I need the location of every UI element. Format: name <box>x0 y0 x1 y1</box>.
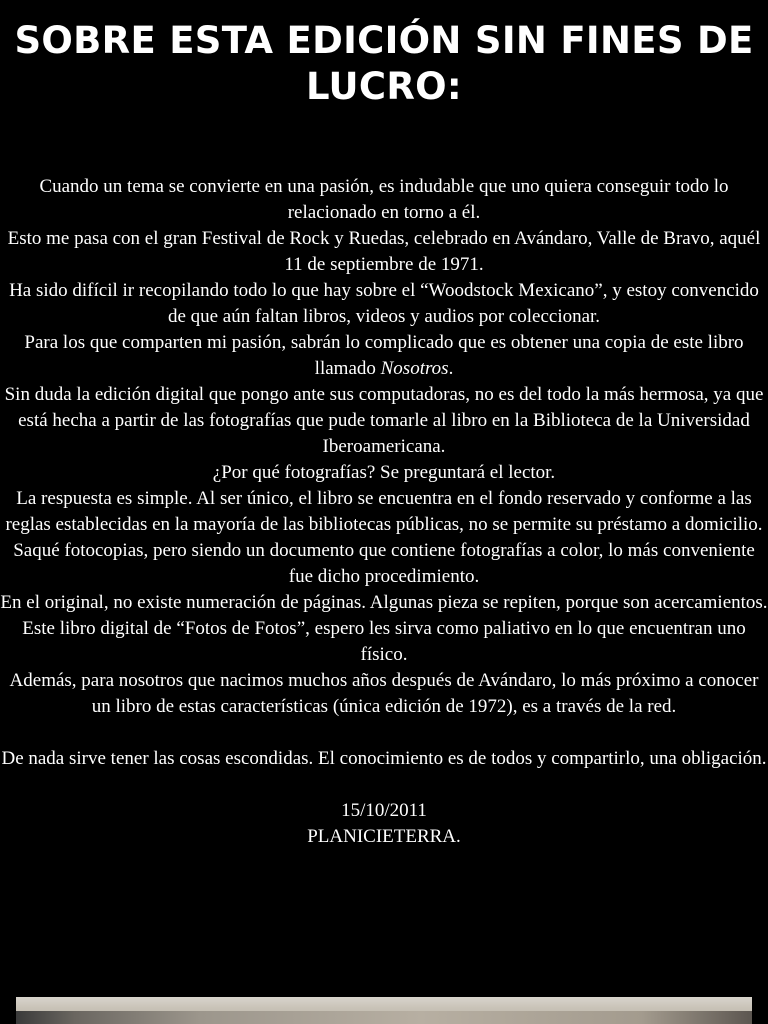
paragraph-4-end: . <box>448 358 454 379</box>
paragraph-1: Cuando un tema se convierte en una pasión, es indudable que uno quiera conseguir todo lo relacionado en torno a él. <box>39 176 729 223</box>
paragraph-4-text: Para los que comparten mi pasión, sabrán lo complicado que es obtener una copia de este libro llamado <box>24 332 744 379</box>
paragraph-9: Este libro digital de “Fotos de Fotos”, espero les sirva como paliativo en lo que encuentran uno físico. <box>22 618 746 665</box>
document-body <box>0 174 768 850</box>
paragraph-7: La respuesta es simple. Al ser único, el libro se encuentra en el fondo reservado y conforme a las reglas establecidas en la mayoría de las bibliotecas públicas, no se permite su préstamo a domicilio. Saqué fotocopias, pero siendo un documento que contiene fotografías a color, lo más conveniente fue dicho procedimiento. <box>5 488 763 587</box>
book-photo-edge <box>16 997 752 1024</box>
photo-shading <box>16 1011 752 1024</box>
paragraph-5: Sin duda la edición digital que pongo ante sus computadoras, no es del todo la más hermosa, ya que está hecha a partir de las fotografías que pude tomarle al libro en la Biblioteca de la Universidad Iberoamericana. <box>4 384 764 457</box>
paragraph-11: De nada sirve tener las cosas escondidas. El conocimiento es de todos y compartirlo, una obligación. <box>1 748 767 769</box>
paragraph-8: En el original, no existe numeración de páginas. Algunas pieza se repiten, porque son acercamientos. <box>0 592 768 613</box>
spacer <box>0 772 768 798</box>
paragraph-4 <box>0 330 768 382</box>
spacer <box>0 720 768 746</box>
paragraph-2: Esto me pasa con el gran Festival de Rock y Ruedas, celebrado en Avándaro, Valle de Bravo, aquél 11 de septiembre de 1971. <box>7 228 761 275</box>
page-title: SOBRE ESTA EDICIÓN SIN FINES DE LUCRO: <box>14 19 754 108</box>
paragraph-6: ¿Por qué fotografías? Se preguntará el lector. <box>212 462 556 483</box>
paragraph-10: Además, para nosotros que nacimos muchos años después de Avándaro, lo más próximo a conocer un libro de estas características (única edición de 1972), es a través de la red. <box>9 670 759 717</box>
signature: PLANICIETERRA. <box>307 826 461 847</box>
paragraph-3: Ha sido difícil ir recopilando todo lo que hay sobre el “Woodstock Mexicano”, y estoy convencido de que aún faltan libros, videos y audios por coleccionar. <box>9 280 759 327</box>
date-line: 15/10/2011 <box>341 800 427 821</box>
book-title-italic: Nosotros <box>380 358 449 379</box>
